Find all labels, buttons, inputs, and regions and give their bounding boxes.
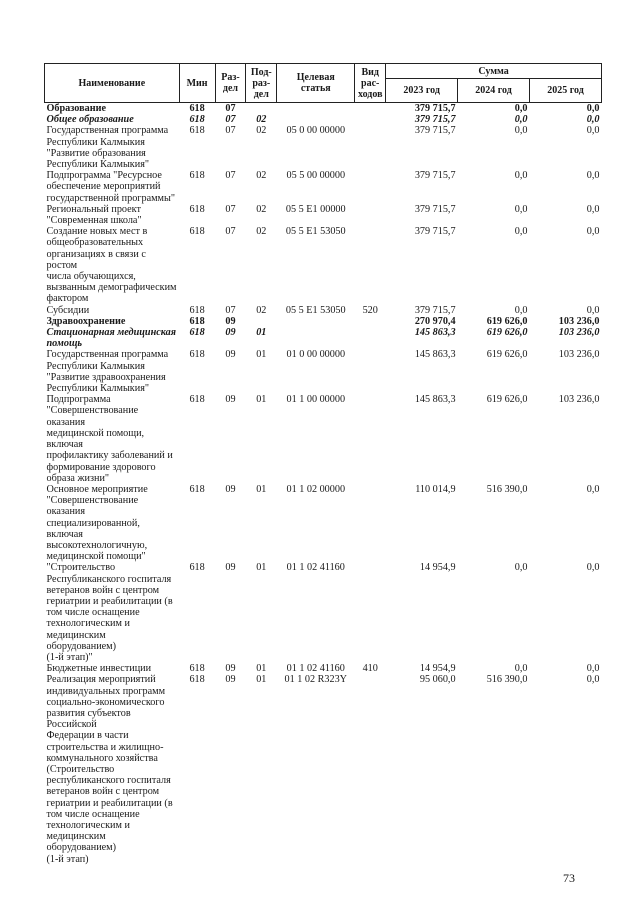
cell-target [277, 103, 355, 115]
cell-razdel: 09 [225, 349, 236, 361]
cell-vid [355, 562, 386, 663]
cell-vid [355, 114, 386, 125]
cell-2024: 0,0 [514, 562, 528, 574]
cell-2025: 0,0 [586, 663, 600, 675]
cell-vid [355, 226, 386, 304]
cell-podrazdel: 01 [256, 483, 267, 495]
cell-2025: 103 236,0 [558, 349, 600, 361]
cell-min: 618 [189, 226, 205, 238]
header-podrazdel: Под- раз- дел [246, 64, 277, 103]
cell-2024: 516 390,0 [486, 483, 528, 495]
cell-razdel: 09 [225, 483, 236, 495]
cell-vid: 520 [362, 304, 378, 316]
table-row [45, 204, 602, 226]
header-vid: Вид рас- ходов [355, 64, 386, 103]
cell-name: Государственная программа Республики Калмыкия "Развитие здравоохранения Республики Калмыкия" [46, 349, 169, 395]
cell-vid: 410 [362, 663, 378, 675]
cell-podrazdel: 02 [256, 304, 267, 316]
cell-min: 618 [189, 170, 205, 182]
cell-2025: 103 236,0 [558, 394, 600, 406]
cell-min: 618 [189, 483, 205, 495]
cell-min: 618 [189, 663, 205, 675]
cell-min: 618 [189, 103, 205, 114]
cell-target [277, 327, 355, 349]
cell-2023: 145 863,3 [414, 394, 456, 406]
cell-target: 05 5 E1 53050 [285, 226, 346, 238]
cell-target: 01 0 00 00000 [286, 349, 346, 361]
cell-name: Подпрограмма "Совершенствование оказания медицинской помощи, включая профилактику заболеваний и формирование здорового образа жизни" [46, 394, 173, 484]
cell-min: 618 [189, 125, 205, 137]
cell-min: 618 [189, 304, 205, 316]
cell-name: "Строительство Республиканского госпиталя ветеранов войн с центром гериатрии и реабилитации (в том числе оснащение технологическим и медицинским оборудованием) (1-й этап)" [46, 562, 173, 663]
cell-2023: 270 970,4 [414, 315, 456, 327]
cell-name: Здравоохранение [46, 315, 126, 327]
table-row [45, 305, 602, 316]
cell-vid [355, 125, 386, 170]
cell-name: Государственная программа Республики Калмыкия "Развитие образования Республики Калмыкия" [46, 125, 169, 171]
cell-razdel: 07 [225, 103, 236, 114]
cell-2023: 379 715,7 [414, 170, 456, 182]
cell-podrazdel: 02 [256, 170, 267, 182]
cell-min: 618 [189, 394, 205, 406]
cell-target: 01 1 02 R323Y [284, 674, 348, 686]
cell-2023: 145 863,3 [414, 327, 456, 339]
cell-vid [355, 204, 386, 226]
cell-min: 618 [189, 315, 205, 327]
table-row [45, 394, 602, 484]
cell-2023: 14 954,9 [419, 663, 456, 675]
header-sum: Сумма [386, 64, 602, 79]
cell-name: Реализация мероприятий индивидуальных программ социально-экономического развития субъектов Российской Федерации в части строительства и жилищно- коммунального хозяйства (Строительство республиканского госпиталя ветеранов войн с центром гериатрии и реабилитации (в том числе оснащение технологическим и медицинским оборудованием) (1-й этап) [46, 674, 173, 865]
cell-razdel: 09 [225, 562, 236, 574]
cell-podrazdel: 02 [256, 203, 267, 215]
cell-podrazdel: 01 [256, 674, 267, 686]
cell-2023: 95 060,0 [419, 674, 456, 686]
cell-vid [355, 170, 386, 204]
cell-2025: 0,0 [586, 203, 600, 215]
cell-target [277, 316, 355, 327]
table-row [45, 562, 602, 663]
table-row [45, 316, 602, 327]
table-row [45, 114, 602, 125]
table-row [45, 226, 602, 304]
table-row [45, 484, 602, 562]
cell-vid [355, 394, 386, 484]
cell-name: Подпрограмма "Ресурсное обеспечение мероприятий государственной программы" [46, 170, 175, 204]
cell-podrazdel [246, 103, 277, 115]
cell-2025: 0,0 [586, 562, 600, 574]
cell-target: 05 5 00 00000 [286, 170, 346, 182]
cell-2025: 0,0 [586, 114, 600, 126]
cell-name: Образование [46, 103, 107, 114]
cell-razdel: 09 [225, 327, 236, 339]
cell-2024: 0,0 [514, 304, 528, 316]
cell-2024: 619 626,0 [486, 315, 528, 327]
table-row [45, 327, 602, 349]
cell-name: Общее образование [46, 114, 134, 126]
cell-2023: 379 715,7 [414, 103, 456, 114]
cell-target: 01 1 00 00000 [286, 394, 346, 406]
header-2024: 2024 год [458, 79, 530, 103]
cell-min: 618 [189, 327, 205, 339]
cell-2024: 619 626,0 [486, 349, 528, 361]
cell-razdel: 07 [225, 304, 236, 316]
header-name: Наименование [45, 64, 180, 103]
cell-min: 618 [189, 114, 205, 126]
cell-min: 618 [189, 203, 205, 215]
cell-2023: 379 715,7 [414, 304, 456, 316]
header-2023: 2023 год [386, 79, 458, 103]
table-row [45, 170, 602, 204]
cell-2023: 379 715,7 [414, 226, 456, 238]
cell-podrazdel [246, 316, 277, 327]
page-number: 73 [563, 871, 575, 885]
cell-2024: 516 390,0 [486, 674, 528, 686]
cell-target: 05 0 00 00000 [286, 125, 346, 137]
cell-vid [355, 674, 386, 864]
table-body [45, 103, 602, 865]
cell-2024: 0,0 [514, 103, 528, 114]
cell-vid [355, 103, 386, 115]
header-razdel: Раз- дел [215, 64, 246, 103]
cell-target: 05 5 E1 00000 [285, 203, 346, 215]
cell-2024: 0,0 [514, 203, 528, 215]
cell-vid [355, 316, 386, 327]
cell-name: Бюджетные инвестиции [46, 663, 152, 675]
cell-podrazdel: 02 [256, 226, 267, 238]
cell-2025: 103 236,0 [558, 327, 600, 339]
table-row [45, 125, 602, 170]
cell-2024: 0,0 [514, 114, 528, 126]
cell-target: 01 1 02 41160 [286, 663, 345, 675]
table-row [45, 663, 602, 674]
cell-name: Стационарная медицинская помощь [46, 327, 176, 350]
cell-2023: 379 715,7 [414, 114, 456, 126]
cell-name: Создание новых мест в общеобразовательных организациях в связи с ростом числа обучающихся, вызванным демографическим фактором [46, 226, 177, 305]
cell-podrazdel: 01 [256, 349, 267, 361]
cell-razdel: 07 [225, 226, 236, 238]
cell-razdel: 09 [225, 674, 236, 686]
cell-podrazdel: 01 [256, 394, 267, 406]
cell-2025: 0,0 [586, 674, 600, 686]
cell-2024: 0,0 [514, 226, 528, 238]
cell-name: Субсидии [46, 304, 90, 316]
cell-razdel: 09 [225, 663, 236, 675]
cell-2025: 0,0 [586, 226, 600, 238]
cell-vid [355, 349, 386, 394]
header-2025: 2025 год [529, 79, 601, 103]
cell-name: Региональный проект "Современная школа" [46, 203, 142, 227]
cell-razdel: 07 [225, 170, 236, 182]
cell-2025: 0,0 [586, 170, 600, 182]
cell-podrazdel: 02 [256, 125, 267, 137]
table-row [45, 103, 602, 115]
cell-podrazdel: 02 [256, 114, 267, 126]
cell-2023: 145 863,3 [414, 349, 456, 361]
cell-target: 05 5 E1 53050 [285, 304, 346, 316]
cell-2025: 0,0 [586, 125, 600, 137]
cell-min: 618 [189, 349, 205, 361]
cell-razdel: 07 [225, 125, 236, 137]
cell-2024: 619 626,0 [486, 394, 528, 406]
cell-razdel: 07 [225, 203, 236, 215]
cell-2024: 0,0 [514, 125, 528, 137]
cell-target: 01 1 02 00000 [286, 483, 346, 495]
cell-2024: 0,0 [514, 170, 528, 182]
cell-min: 618 [189, 562, 205, 574]
cell-2025: 103 236,0 [558, 315, 600, 327]
cell-2025: 0,0 [586, 103, 600, 114]
cell-2024: 0,0 [514, 663, 528, 675]
cell-razdel: 09 [225, 315, 236, 327]
cell-podrazdel: 01 [256, 327, 267, 339]
table-row [45, 349, 602, 394]
budget-table [44, 63, 602, 865]
header-target: Целевая статья [277, 64, 355, 103]
cell-2023: 110 014,9 [415, 483, 456, 495]
cell-podrazdel: 01 [256, 663, 267, 675]
table-header [45, 64, 602, 103]
header-min: Мин [179, 64, 215, 103]
cell-2023: 14 954,9 [419, 562, 456, 574]
cell-razdel: 07 [225, 114, 236, 126]
cell-podrazdel: 01 [256, 562, 267, 574]
cell-target: 01 1 02 41160 [286, 562, 345, 574]
table-row [45, 674, 602, 864]
cell-min: 618 [189, 674, 205, 686]
cell-2025: 0,0 [586, 304, 600, 316]
cell-vid [355, 484, 386, 562]
cell-name: Основное мероприятие "Совершенствование оказания специализированной, включая высокотехнологичную, медицинской помощи" [46, 483, 148, 563]
cell-razdel: 09 [225, 394, 236, 406]
cell-vid [355, 327, 386, 349]
cell-2024: 619 626,0 [486, 327, 528, 339]
cell-2023: 379 715,7 [414, 203, 456, 215]
cell-target [277, 114, 355, 125]
cell-2025: 0,0 [586, 483, 600, 495]
cell-2023: 379 715,7 [414, 125, 456, 137]
